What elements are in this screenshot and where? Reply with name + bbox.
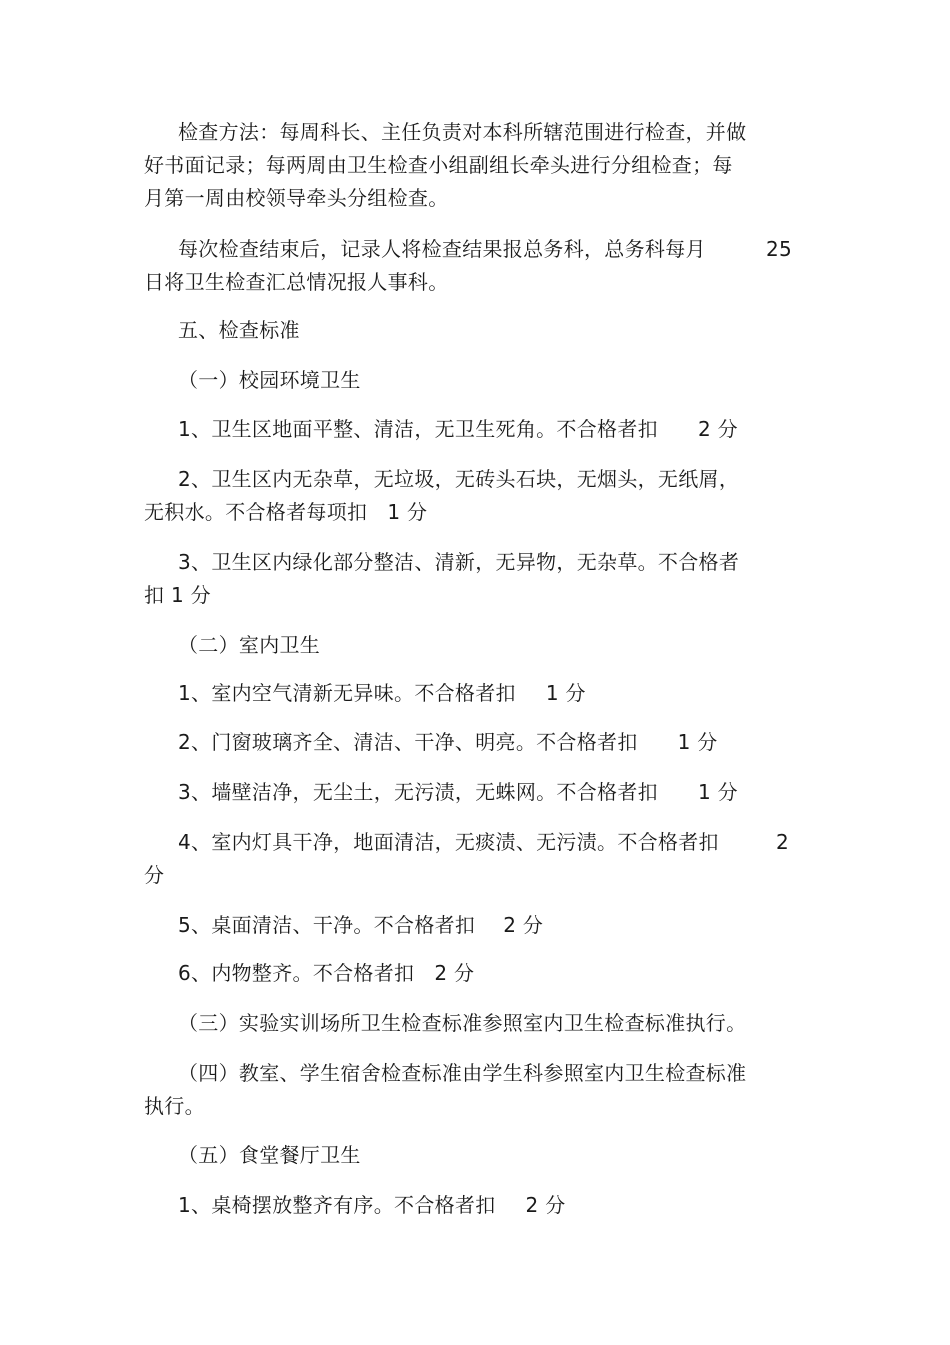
subsection-heading: （五）食堂餐厅卫生 [178, 1143, 361, 1167]
score: 2 [776, 830, 790, 854]
subsection-heading: （四）教室、学生宿舍检查标准由学生科参照室内卫生检查标准 [178, 1061, 747, 1085]
paragraph-line: 每次检查结束后，记录人将检查结果报总务科，总务科每月 [178, 237, 706, 261]
score: 2 分 [434, 961, 475, 985]
score: 1 分 [677, 730, 718, 754]
list-item: 1、桌椅摆放整齐有序。不合格者扣 2 分 [178, 1193, 566, 1217]
list-item: 1、卫生区地面平整、清洁，无卫生死角。不合格者扣 2 分 [178, 417, 738, 441]
paragraph-line: 月第一周由校领导牵头分组检查。 [144, 186, 449, 210]
list-item: 2、门窗玻璃齐全、清洁、干净、明亮。不合格者扣 1 分 [178, 730, 718, 754]
paragraph-line: 日将卫生检查汇总情况报人事科。 [144, 270, 449, 294]
paragraph-line: 检查方法：每周科长、主任负责对本科所辖范围进行检查，并做 [178, 120, 747, 144]
list-item: 6、内物整齐。不合格者扣 2 分 [178, 961, 475, 985]
score: 2 分 [503, 913, 544, 937]
list-item: 5、桌面清洁、干净。不合格者扣 2 分 [178, 913, 544, 937]
list-item: 1、室内空气清新无异味。不合格者扣 1 分 [178, 681, 586, 705]
score: 1 分 [387, 500, 428, 524]
list-item-continued: 扣 1 分 [144, 583, 211, 607]
section-heading: 五、检查标准 [178, 318, 300, 342]
paragraph-number: 25 [766, 237, 793, 261]
subsection-heading: （三）实验实训场所卫生检查标准参照室内卫生检查标准执行。 [178, 1011, 747, 1035]
subsection-heading: （一）校园环境卫生 [178, 368, 361, 392]
score: 1 分 [697, 780, 738, 804]
paragraph-line: 执行。 [144, 1094, 205, 1118]
list-item: 3、墙壁洁净，无尘土，无污渍，无蛛网。不合格者扣 1 分 [178, 780, 738, 804]
subsection-heading: （二）室内卫生 [178, 633, 321, 657]
list-item-continued: 无积水。不合格者每项扣 1 分 [144, 500, 428, 524]
score: 2 分 [525, 1193, 566, 1217]
list-item: 3、卫生区内绿化部分整洁、清新，无异物，无杂草。不合格者 [178, 550, 740, 574]
score: 2 分 [697, 417, 738, 441]
list-item: 4、室内灯具干净，地面清洁，无痰渍、无污渍。不合格者扣 [178, 830, 719, 854]
score: 1 分 [545, 681, 586, 705]
list-item: 2、卫生区内无杂草，无垃圾，无砖头石块，无烟头，无纸屑， [178, 467, 740, 491]
paragraph-line: 好书面记录；每两周由卫生检查小组副组长牵头进行分组检查；每 [144, 153, 733, 177]
list-item-continued: 分 [144, 863, 165, 887]
